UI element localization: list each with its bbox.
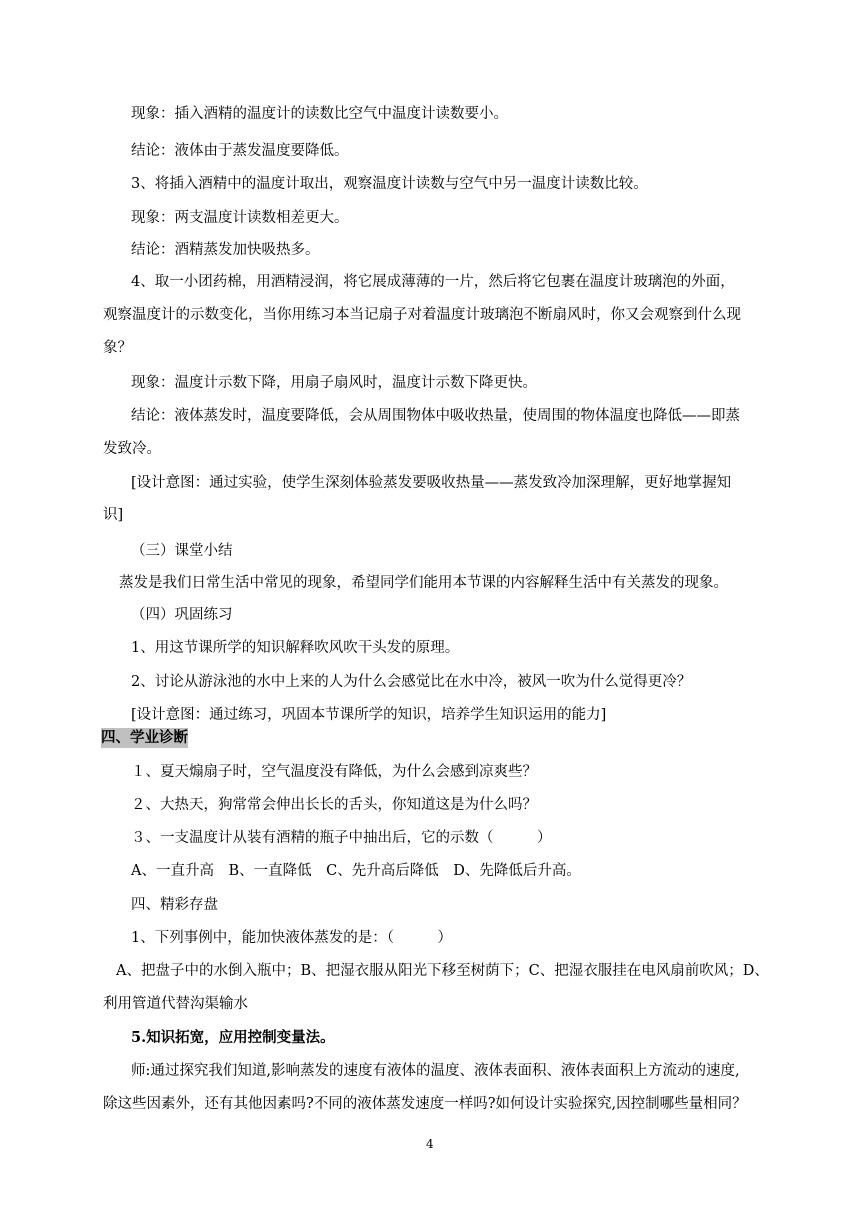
text-line: 蒸发是我们日常生活中常见的现象，希望同学们能用本节课的内容解释生活中有关蒸发的现象。: [119, 575, 728, 591]
page-number: 4: [426, 1137, 434, 1151]
text-line: 结论：液体由于蒸发温度要降低。: [131, 143, 349, 159]
text-line: 现象：插入酒精的温度计的读数比空气中温度计读数要小。: [131, 106, 508, 122]
question-line: ３、一支温度计从装有酒精的瓶子中抽出后，它的示数（ ）: [131, 830, 552, 846]
text-line: 1、用这节课所学的知识解释吹风吹干头发的原理。: [131, 640, 460, 656]
highlighted-heading: 四、学业诊断: [101, 729, 188, 746]
text-line: [设计意图：通过练习，巩固本节课所学的知识，培养学生知识运用的能力]: [131, 707, 607, 723]
question-line: 1、下列事例中，能加快液体蒸发的是：（ ）: [131, 930, 452, 946]
text-line: 观察温度计的示数变化，当你用练习本当记扇子对着温度计玻璃泡不断扇风时，你又会观察到什么现: [103, 307, 741, 323]
answer-options: A、把盘子中的水倒入瓶中；B、把湿衣服从阳光下移至树荫下；C、把湿衣服挂在电风扇前吹风；D、: [116, 963, 769, 979]
text-line: 识]: [103, 507, 124, 523]
text-line: [设计意图：通过实验，使学生深刻体验蒸发要吸收热量——蒸发致冷加深理解，更好地掌握知: [131, 475, 732, 491]
text-line: 利用管道代替沟渠输水: [103, 996, 248, 1012]
section-heading: 四、精彩存盘: [131, 897, 218, 913]
text-line: 象？: [103, 340, 132, 356]
section-heading: 5.知识拓宽，应用控制变量法。: [131, 1029, 335, 1046]
text-line: 除这些因素外，还有其他因素吗?不同的液体蒸发速度一样吗?如何设计实验探究,因控制哪些量相同？: [103, 1096, 747, 1112]
question-line: １、夏天煽扇子时，空气温度没有降低，为什么会感到凉爽些？: [131, 764, 537, 780]
text-line: 4、取一小团药棉，用酒精浸润，将它展成薄薄的一片，然后将它包裹在温度计玻璃泡的外面，: [131, 274, 735, 290]
text-line: 结论：酒精蒸发加快吸热多。: [131, 242, 320, 258]
answer-options: A、一直升高 B、一直降低 C、先升高后降低 D、先降低后升高。: [131, 863, 581, 879]
text-line: 3、将插入酒精中的温度计取出，观察温度计读数与空气中另一温度计读数比较。: [131, 176, 648, 192]
text-line: 现象：两支温度计读数相差更大。: [131, 210, 349, 226]
text-line: 现象：温度计示数下降，用扇子扇风时，温度计示数下降更快。: [131, 375, 537, 391]
text-line: 结论：液体蒸发时，温度要降低，会从周围物体中吸收热量，使周围的物体温度也降低——即蒸: [131, 408, 740, 424]
section-heading: （三）课堂小结: [131, 543, 233, 559]
question-line: ２、大热天，狗常常会伸出长长的舌头，你知道这是为什么吗？: [131, 797, 537, 813]
section-heading: （四）巩固练习: [131, 607, 233, 623]
text-line: 发致冷。: [103, 441, 161, 457]
text-line: 2、讨论从游泳池的水中上来的人为什么会感觉比在水中冷，被风一吹为什么觉得更冷？: [131, 674, 692, 690]
text-line: 师:通过探究我们知道,影响蒸发的速度有液体的温度、液体表面积、液体表面积上方流动的速度,: [131, 1063, 740, 1079]
